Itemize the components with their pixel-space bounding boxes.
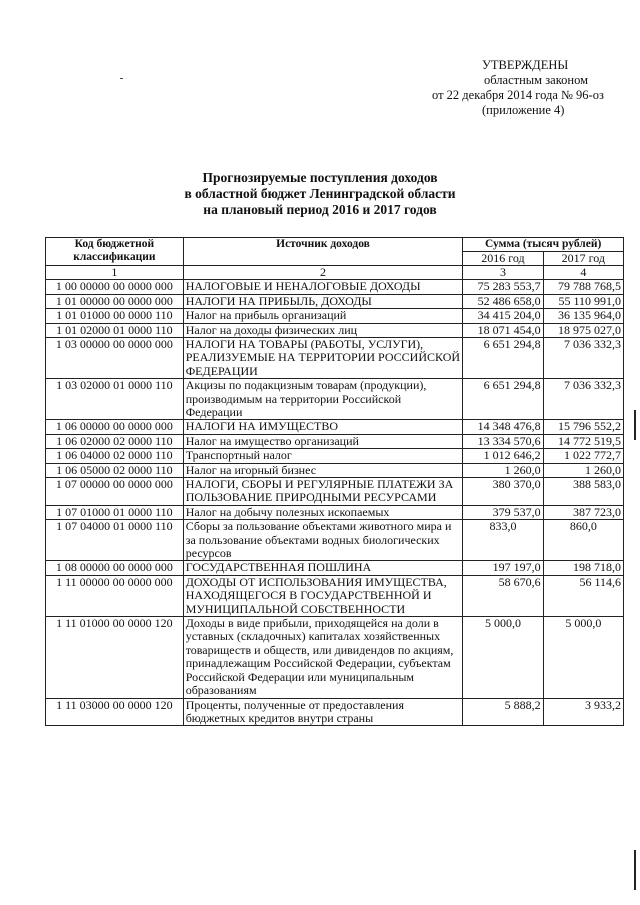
row-code: 1 07 00000 00 0000 000	[46, 478, 184, 506]
row-source-name: Доходы в виде прибыли, приходящейся на доли в уставных (складочных) капиталах хозяйственных товариществ и обществ, или дивидендов по акциям, принадлежащим Российской Федерации, субъектам Российской Федерации или муниципальным образованиям	[183, 617, 463, 698]
table-row	[46, 463, 624, 477]
row-value-2017: 79 788 768,5	[543, 280, 623, 294]
approval-line: (приложение 4)	[482, 103, 565, 117]
row-code: 1 08 00000 00 0000 000	[46, 561, 184, 575]
row-source-name: Проценты, полученные от предоставления бюджетных кредитов внутри страны	[183, 698, 463, 726]
title-line: в областной бюджет Ленинградской области	[184, 186, 456, 201]
col-number: 4	[543, 265, 623, 279]
revenue-table	[45, 237, 624, 726]
row-value-2016: 1 260,0	[463, 463, 543, 477]
col-number: 2	[183, 265, 463, 279]
row-value-2017: 7 036 332,3	[543, 379, 623, 420]
table-row	[46, 280, 624, 294]
row-code: 1 06 05000 02 0000 110	[46, 463, 184, 477]
row-code: 1 00 00000 00 0000 000	[46, 280, 184, 294]
row-value-2017: 1 022 772,7	[543, 449, 623, 463]
row-value-2017: 3 933,2	[543, 698, 623, 726]
row-source-name: НАЛОГИ НА ТОВАРЫ (РАБОТЫ, УСЛУГИ), РЕАЛИЗУЕМЫЕ НА ТЕРРИТОРИИ РОССИЙСКОЙ ФЕДЕРАЦИИ	[183, 337, 463, 378]
row-value-2016: 52 486 658,0	[463, 294, 543, 308]
scan-edge-mark	[634, 850, 636, 890]
row-source-name: ГОСУДАРСТВЕННАЯ ПОШЛИНА	[183, 561, 463, 575]
header-year-2017: 2017 год	[543, 251, 623, 265]
row-value-2017: 56 114,6	[543, 575, 623, 616]
document-title	[150, 170, 490, 218]
table-row	[46, 434, 624, 448]
scan-speck	[120, 78, 123, 79]
row-value-2016: 197 197,0	[463, 561, 543, 575]
table-row	[46, 698, 624, 726]
row-code: 1 01 01000 00 0000 110	[46, 309, 184, 323]
row-source-name: ДОХОДЫ ОТ ИСПОЛЬЗОВАНИЯ ИМУЩЕСТВА, НАХОДЯЩЕГОСЯ В ГОСУДАРСТВЕННОЙ И МУНИЦИПАЛЬНОЙ СОБСТВЕННОСТИ	[183, 575, 463, 616]
row-code: 1 01 02000 01 0000 110	[46, 323, 184, 337]
row-value-2017: 18 975 027,0	[543, 323, 623, 337]
row-code: 1 03 00000 00 0000 000	[46, 337, 184, 378]
table-row	[46, 561, 624, 575]
table-row	[46, 575, 624, 616]
row-code: 1 01 00000 00 0000 000	[46, 294, 184, 308]
row-source-name: Налог на игорный бизнес	[183, 463, 463, 477]
row-value-2017: 198 718,0	[543, 561, 623, 575]
col-number: 3	[463, 265, 543, 279]
row-value-2016: 58 670,6	[463, 575, 543, 616]
row-source-name: Налог на добычу полезных ископаемых	[183, 505, 463, 519]
row-value-2017: 36 135 964,0	[543, 309, 623, 323]
row-code: 1 07 01000 01 0000 110	[46, 505, 184, 519]
row-value-2017: 5 000,0	[543, 617, 623, 698]
row-value-2017: 14 772 519,5	[543, 434, 623, 448]
title-line: на плановый период 2016 и 2017 годов	[203, 202, 437, 217]
row-code: 1 03 02000 01 0000 110	[46, 379, 184, 420]
header-code: Код бюджетной классификации	[46, 238, 184, 266]
row-code: 1 11 03000 00 0000 120	[46, 698, 184, 726]
row-value-2016: 5 000,0	[463, 617, 543, 698]
row-value-2017: 15 796 552,2	[543, 420, 623, 434]
title-line: Прогнозируемые поступления доходов	[202, 170, 438, 185]
row-source-name: НАЛОГИ НА ИМУЩЕСТВО	[183, 420, 463, 434]
row-value-2016: 6 651 294,8	[463, 337, 543, 378]
row-code: 1 06 04000 02 0000 110	[46, 449, 184, 463]
table-row	[46, 294, 624, 308]
row-value-2017: 7 036 332,3	[543, 337, 623, 378]
row-source-name: НАЛОГОВЫЕ И НЕНАЛОГОВЫЕ ДОХОДЫ	[183, 280, 463, 294]
table-row	[46, 337, 624, 378]
row-value-2017: 388 583,0	[543, 478, 623, 506]
row-value-2016: 379 537,0	[463, 505, 543, 519]
row-source-name: Сборы за пользование объектами животного мира и за пользование объектами водных биологических ресурсов	[183, 520, 463, 561]
row-value-2017: 55 110 991,0	[543, 294, 623, 308]
row-value-2016: 75 283 553,7	[463, 280, 543, 294]
col-number: 1	[46, 265, 184, 279]
table-row	[46, 617, 624, 698]
scan-edge-mark	[634, 410, 636, 440]
row-value-2016: 6 651 294,8	[463, 379, 543, 420]
row-value-2016: 14 348 476,8	[463, 420, 543, 434]
row-source-name: Налог на доходы физических лиц	[183, 323, 463, 337]
row-source-name: Налог на имущество организаций	[183, 434, 463, 448]
table-row	[46, 323, 624, 337]
header-sum: Сумма (тысяч рублей)	[463, 238, 624, 252]
row-value-2016: 1 012 646,2	[463, 449, 543, 463]
table-row	[46, 520, 624, 561]
table-row	[46, 478, 624, 506]
row-value-2016: 5 888,2	[463, 698, 543, 726]
row-value-2016: 34 415 204,0	[463, 309, 543, 323]
row-code: 1 06 00000 00 0000 000	[46, 420, 184, 434]
row-code: 1 11 01000 00 0000 120	[46, 617, 184, 698]
table-row	[46, 449, 624, 463]
row-value-2016: 18 071 454,0	[463, 323, 543, 337]
table-row	[46, 420, 624, 434]
header-source: Источник доходов	[183, 238, 463, 266]
row-value-2016: 833,0	[463, 520, 543, 561]
approval-line: областным законом	[484, 73, 589, 87]
row-source-name: Транспортный налог	[183, 449, 463, 463]
header-year-2016: 2016 год	[463, 251, 543, 265]
row-value-2017: 860,0	[543, 520, 623, 561]
row-source-name: Налог на прибыль организаций	[183, 309, 463, 323]
table-row	[46, 505, 624, 519]
table-row	[46, 309, 624, 323]
row-code: 1 06 02000 02 0000 110	[46, 434, 184, 448]
table-row	[46, 379, 624, 420]
row-source-name: НАЛОГИ, СБОРЫ И РЕГУЛЯРНЫЕ ПЛАТЕЖИ ЗА ПОЛЬЗОВАНИЕ ПРИРОДНЫМИ РЕСУРСАМИ	[183, 478, 463, 506]
row-value-2016: 380 370,0	[463, 478, 543, 506]
row-code: 1 07 04000 01 0000 110	[46, 520, 184, 561]
row-value-2017: 1 260,0	[543, 463, 623, 477]
row-code: 1 11 00000 00 0000 000	[46, 575, 184, 616]
row-value-2016: 13 334 570,6	[463, 434, 543, 448]
approval-line: от 22 декабря 2014 года № 96-оз	[432, 88, 604, 102]
approval-stamp	[432, 58, 622, 118]
row-value-2017: 387 723,0	[543, 505, 623, 519]
approval-line: УТВЕРЖДЕНЫ	[482, 58, 569, 72]
row-source-name: Акцизы по подакцизным товарам (продукции), производимым на территории Российской Федерации	[183, 379, 463, 420]
row-source-name: НАЛОГИ НА ПРИБЫЛЬ, ДОХОДЫ	[183, 294, 463, 308]
